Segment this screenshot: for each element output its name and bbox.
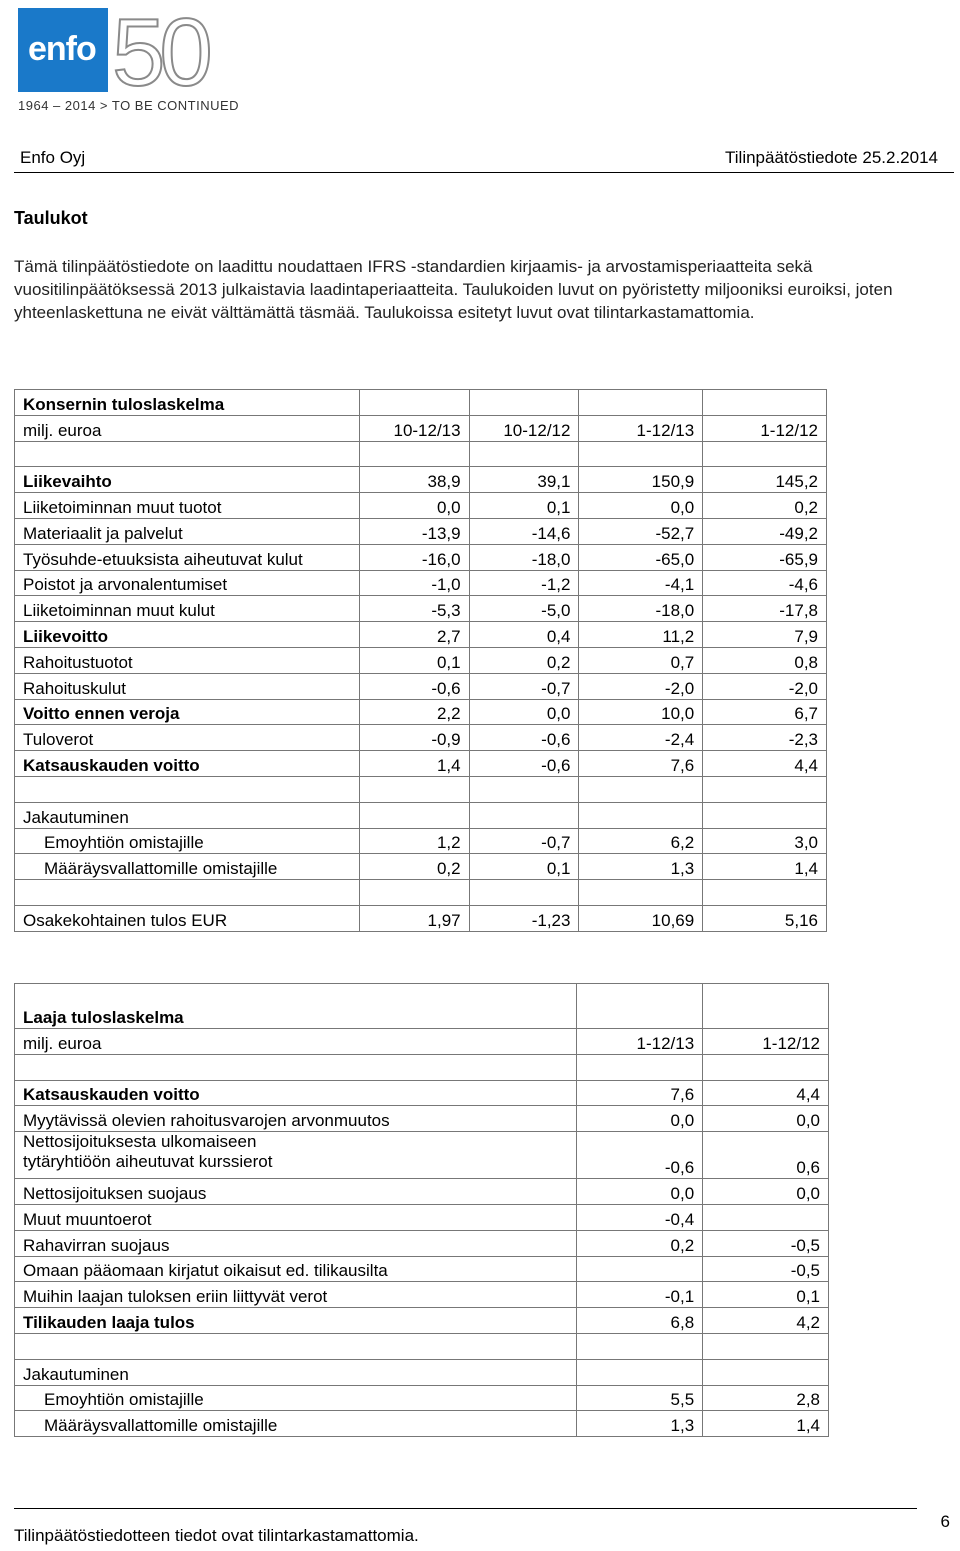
header-document: Tilinpäätöstiedote 25.2.2014 bbox=[725, 148, 938, 167]
label-line-2: tytäryhtiöön aiheutuvat kurssierot bbox=[23, 1152, 273, 1172]
value-cell: 1,2 bbox=[359, 828, 469, 854]
table-row bbox=[15, 1230, 829, 1256]
value-cell: -2,0 bbox=[579, 673, 703, 699]
value-cell: 7,6 bbox=[577, 1080, 703, 1106]
table-row bbox=[15, 828, 827, 854]
value-cell: 0,0 bbox=[359, 493, 469, 519]
value-cell: 0,7 bbox=[579, 647, 703, 673]
row-label: Emoyhtiön omistajille bbox=[15, 1385, 577, 1411]
value-cell: -0,7 bbox=[469, 828, 579, 854]
value-cell: 145,2 bbox=[703, 467, 827, 493]
value-cell: 5,16 bbox=[703, 905, 827, 931]
table-row bbox=[15, 518, 827, 544]
value-cell: -16,0 bbox=[359, 544, 469, 570]
value-cell: 0,0 bbox=[577, 1106, 703, 1132]
value-cell: 0,0 bbox=[703, 1179, 829, 1205]
value-cell: 0,6 bbox=[703, 1132, 829, 1179]
table-row bbox=[15, 1179, 829, 1205]
value-cell: -2,3 bbox=[703, 725, 827, 751]
column-header: 1-12/12 bbox=[703, 1029, 829, 1055]
value-cell: 4,2 bbox=[703, 1308, 829, 1334]
value-cell: 10,69 bbox=[579, 905, 703, 931]
value-cell: -0,5 bbox=[703, 1256, 829, 1282]
table-row bbox=[15, 493, 827, 519]
empty-cell bbox=[579, 441, 703, 467]
row-label: Liikevoitto bbox=[15, 622, 360, 648]
row-label: Määräysvallattomille omistajille bbox=[15, 1411, 577, 1437]
section-title: Taulukot bbox=[14, 208, 88, 228]
row-label: Nettosijoituksen suojaus bbox=[15, 1179, 577, 1205]
value-cell: -2,4 bbox=[579, 725, 703, 751]
value-cell: 38,9 bbox=[359, 467, 469, 493]
header-divider bbox=[14, 172, 954, 173]
table-title-row bbox=[15, 390, 827, 416]
value-cell: -0,6 bbox=[469, 751, 579, 777]
value-cell: -17,8 bbox=[703, 596, 827, 622]
table-row bbox=[15, 647, 827, 673]
empty-cell bbox=[703, 1359, 829, 1385]
value-cell: -1,23 bbox=[469, 905, 579, 931]
empty-cell bbox=[579, 880, 703, 906]
empty-cell bbox=[469, 880, 579, 906]
value-cell: 0,2 bbox=[703, 493, 827, 519]
row-label: Myytävissä olevien rahoitusvarojen arvonmuutos bbox=[15, 1106, 577, 1132]
value-cell: -65,0 bbox=[579, 544, 703, 570]
value-cell: -1,0 bbox=[359, 570, 469, 596]
page-number: 6 bbox=[940, 1512, 950, 1531]
value-cell: 0,1 bbox=[469, 493, 579, 519]
column-header-row bbox=[15, 1029, 829, 1055]
value-cell: 0,0 bbox=[469, 699, 579, 725]
row-label: Liiketoiminnan muut tuotot bbox=[15, 493, 360, 519]
empty-cell bbox=[577, 1054, 703, 1080]
table-row bbox=[15, 570, 827, 596]
table-row bbox=[15, 1256, 829, 1282]
empty-cell bbox=[703, 984, 829, 1029]
empty-cell bbox=[15, 880, 360, 906]
empty-cell bbox=[359, 390, 469, 416]
logo-brand: enfo bbox=[28, 30, 96, 68]
row-label: Määräysvallattomille omistajille bbox=[15, 854, 360, 880]
distribution-label: Jakautuminen bbox=[15, 802, 360, 828]
table-row bbox=[15, 596, 827, 622]
table-row bbox=[15, 1385, 829, 1411]
value-cell: 1,4 bbox=[703, 854, 827, 880]
value-cell: 150,9 bbox=[579, 467, 703, 493]
row-label: Työsuhde-etuuksista aiheutuvat kulut bbox=[15, 544, 360, 570]
empty-cell bbox=[703, 880, 827, 906]
value-cell: 0,1 bbox=[703, 1282, 829, 1308]
distribution-header-row bbox=[15, 802, 827, 828]
spacer-row bbox=[15, 776, 827, 802]
table-row bbox=[15, 854, 827, 880]
empty-cell bbox=[359, 880, 469, 906]
spacer-row bbox=[15, 1054, 829, 1080]
row-label: Materiaalit ja palvelut bbox=[15, 518, 360, 544]
row-label: Poistot ja arvonalentumiset bbox=[15, 570, 360, 596]
value-cell: 0,0 bbox=[703, 1106, 829, 1132]
spacer-row bbox=[15, 880, 827, 906]
distribution-header-row bbox=[15, 1359, 829, 1385]
value-cell: 0,0 bbox=[577, 1179, 703, 1205]
value-cell: -52,7 bbox=[579, 518, 703, 544]
value-cell: 11,2 bbox=[579, 622, 703, 648]
column-header-row bbox=[15, 415, 827, 441]
empty-cell bbox=[703, 1054, 829, 1080]
empty-cell bbox=[703, 776, 827, 802]
value-cell: -0,1 bbox=[577, 1282, 703, 1308]
row-label: Rahavirran suojaus bbox=[15, 1230, 577, 1256]
value-cell: 1,3 bbox=[577, 1411, 703, 1437]
empty-cell bbox=[359, 776, 469, 802]
income-statement-table bbox=[14, 389, 827, 932]
value-cell: -2,0 bbox=[703, 673, 827, 699]
empty-cell bbox=[15, 1333, 577, 1359]
table-row bbox=[15, 751, 827, 777]
value-cell: 2,7 bbox=[359, 622, 469, 648]
spacer-row bbox=[15, 1333, 829, 1359]
value-cell: 0,0 bbox=[579, 493, 703, 519]
value-cell: -4,6 bbox=[703, 570, 827, 596]
empty-cell bbox=[703, 441, 827, 467]
empty-cell bbox=[579, 776, 703, 802]
footer-note: Tilinpäätöstiedotteen tiedot ovat tilintarkastamattomia. bbox=[14, 1526, 419, 1545]
table-row bbox=[15, 699, 827, 725]
value-cell: 39,1 bbox=[469, 467, 579, 493]
empty-cell bbox=[577, 1333, 703, 1359]
empty-cell bbox=[469, 390, 579, 416]
table-row bbox=[15, 1106, 829, 1132]
column-header: 1-12/12 bbox=[703, 415, 827, 441]
row-label: Muut muuntoerot bbox=[15, 1204, 577, 1230]
footer-divider bbox=[14, 1508, 917, 1509]
value-cell: 7,6 bbox=[579, 751, 703, 777]
value-cell: -13,9 bbox=[359, 518, 469, 544]
intro-paragraph: Tämä tilinpäätöstiedote on laadittu noudattaen IFRS -standardien kirjaamis- ja arvostamisperiaatteita sekä vuositilinpäätöksessä 2013 julkaistavia laadintaperiaatteita. Taulukoiden luvut on pyöristetty miljooniksi euroiksi, joten yhteenlaskettuna ne eivät välttämättä täsmää. Taulukoissa esitetyt luvut ovat tilintarkastamattomia. bbox=[14, 257, 893, 322]
value-cell: 0,1 bbox=[359, 647, 469, 673]
value-cell: -0,7 bbox=[469, 673, 579, 699]
logo-anniversary-number: 50 bbox=[112, 0, 207, 106]
empty-cell bbox=[15, 1054, 577, 1080]
table-title: Konsernin tuloslaskelma bbox=[15, 390, 360, 416]
row-label: Muihin laajan tuloksen eriin liittyvät verot bbox=[15, 1282, 577, 1308]
value-cell: 1,4 bbox=[359, 751, 469, 777]
column-header: 10-12/12 bbox=[469, 415, 579, 441]
value-cell bbox=[703, 1204, 829, 1230]
value-cell: 6,8 bbox=[577, 1308, 703, 1334]
label-line-1: Nettosijoituksesta ulkomaiseen bbox=[23, 1132, 257, 1152]
row-label: Rahoituskulut bbox=[15, 673, 360, 699]
eps-row bbox=[15, 905, 827, 931]
column-header: 1-12/13 bbox=[577, 1029, 703, 1055]
value-cell: 0,2 bbox=[469, 647, 579, 673]
value-cell: 10,0 bbox=[579, 699, 703, 725]
empty-cell bbox=[703, 1333, 829, 1359]
table-title-row bbox=[15, 984, 829, 1029]
row-label: Rahoitustuotot bbox=[15, 647, 360, 673]
comprehensive-income-table bbox=[14, 983, 829, 1437]
row-label: Osakekohtainen tulos EUR bbox=[15, 905, 360, 931]
table-row bbox=[15, 1132, 829, 1179]
logo-box bbox=[18, 8, 108, 92]
value-cell: 3,0 bbox=[703, 828, 827, 854]
table-row bbox=[15, 673, 827, 699]
value-cell: 6,7 bbox=[703, 699, 827, 725]
table-title: Laaja tuloslaskelma bbox=[15, 984, 577, 1029]
value-cell: -49,2 bbox=[703, 518, 827, 544]
row-label: Liikevaihto bbox=[15, 467, 360, 493]
value-cell: -0,5 bbox=[703, 1230, 829, 1256]
table-row bbox=[15, 1308, 829, 1334]
value-cell: -14,6 bbox=[469, 518, 579, 544]
empty-cell bbox=[15, 776, 360, 802]
row-label bbox=[15, 1132, 577, 1179]
row-label: Tilikauden laaja tulos bbox=[15, 1308, 577, 1334]
value-cell: 0,2 bbox=[359, 854, 469, 880]
value-cell: -18,0 bbox=[579, 596, 703, 622]
value-cell: 5,5 bbox=[577, 1385, 703, 1411]
value-cell: 0,4 bbox=[469, 622, 579, 648]
table-row bbox=[15, 725, 827, 751]
empty-cell bbox=[703, 802, 827, 828]
empty-cell bbox=[579, 390, 703, 416]
value-cell: 0,1 bbox=[469, 854, 579, 880]
distribution-label: Jakautuminen bbox=[15, 1359, 577, 1385]
table-row bbox=[15, 1204, 829, 1230]
unit-label: milj. euroa bbox=[15, 1029, 577, 1055]
row-label: Emoyhtiön omistajille bbox=[15, 828, 360, 854]
row-label: Omaan pääomaan kirjatut oikaisut ed. tilikausilta bbox=[15, 1256, 577, 1282]
empty-cell bbox=[469, 441, 579, 467]
value-cell: -0,6 bbox=[577, 1132, 703, 1179]
value-cell: -4,1 bbox=[579, 570, 703, 596]
spacer-row bbox=[15, 441, 827, 467]
value-cell: 4,4 bbox=[703, 751, 827, 777]
row-label: Voitto ennen veroja bbox=[15, 699, 360, 725]
value-cell: 4,4 bbox=[703, 1080, 829, 1106]
value-cell: 2,8 bbox=[703, 1385, 829, 1411]
empty-cell bbox=[703, 390, 827, 416]
column-header: 10-12/13 bbox=[359, 415, 469, 441]
value-cell: -0,4 bbox=[577, 1204, 703, 1230]
value-cell: -0,6 bbox=[469, 725, 579, 751]
unit-label: milj. euroa bbox=[15, 415, 360, 441]
empty-cell bbox=[577, 1359, 703, 1385]
table-row bbox=[15, 1411, 829, 1437]
empty-cell bbox=[359, 441, 469, 467]
empty-cell bbox=[469, 802, 579, 828]
value-cell: -0,9 bbox=[359, 725, 469, 751]
empty-cell bbox=[579, 802, 703, 828]
row-label: Katsauskauden voitto bbox=[15, 751, 360, 777]
row-label: Katsauskauden voitto bbox=[15, 1080, 577, 1106]
value-cell: -18,0 bbox=[469, 544, 579, 570]
table-row bbox=[15, 467, 827, 493]
table-row bbox=[15, 544, 827, 570]
value-cell: -65,9 bbox=[703, 544, 827, 570]
value-cell: 7,9 bbox=[703, 622, 827, 648]
value-cell: 0,8 bbox=[703, 647, 827, 673]
company-logo bbox=[14, 0, 249, 118]
value-cell: 1,97 bbox=[359, 905, 469, 931]
value-cell: 2,2 bbox=[359, 699, 469, 725]
value-cell bbox=[577, 1256, 703, 1282]
empty-cell bbox=[469, 776, 579, 802]
table-row bbox=[15, 1080, 829, 1106]
empty-cell bbox=[359, 802, 469, 828]
row-label: Tuloverot bbox=[15, 725, 360, 751]
logo-tagline: 1964 – 2014 > TO BE CONTINUED bbox=[18, 98, 240, 113]
empty-cell bbox=[577, 984, 703, 1029]
value-cell: 1,4 bbox=[703, 1411, 829, 1437]
value-cell: 0,2 bbox=[577, 1230, 703, 1256]
column-header: 1-12/13 bbox=[579, 415, 703, 441]
value-cell: -5,3 bbox=[359, 596, 469, 622]
value-cell: -5,0 bbox=[469, 596, 579, 622]
value-cell: -1,2 bbox=[469, 570, 579, 596]
table-row bbox=[15, 1282, 829, 1308]
value-cell: -0,6 bbox=[359, 673, 469, 699]
empty-cell bbox=[15, 441, 360, 467]
row-label: Liiketoiminnan muut kulut bbox=[15, 596, 360, 622]
header-company: Enfo Oyj bbox=[20, 148, 86, 167]
table-row bbox=[15, 622, 827, 648]
value-cell: 6,2 bbox=[579, 828, 703, 854]
value-cell: 1,3 bbox=[579, 854, 703, 880]
